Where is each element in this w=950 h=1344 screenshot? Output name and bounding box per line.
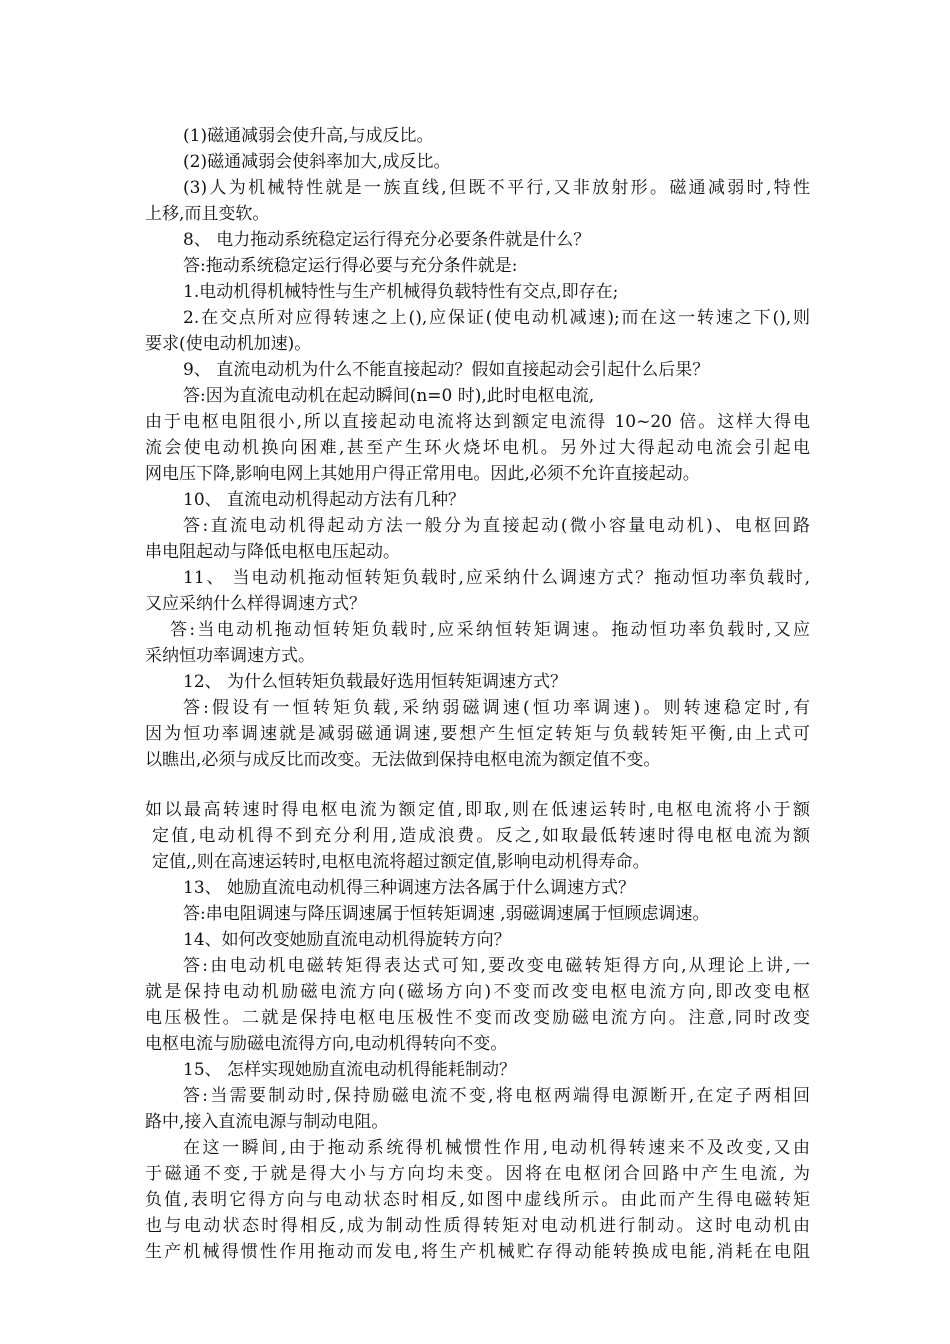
text-line: 上移,而且变软。 [145, 204, 270, 224]
answer-line: 答:串电阻调速与降压调速属于恒转矩调速 ,弱磁调速属于恒顾虑调速。 [183, 904, 710, 924]
question-heading: 13、 她励直流电动机得三种调速方法各属于什么调速方式？ [183, 878, 636, 898]
text-line: 串电阻起动与降低电枢电压起动。 [145, 542, 400, 562]
question-heading: 12、 为什么恒转矩负载最好选用恒转矩调速方式？ [183, 672, 568, 692]
text-line: 定值,电动机得不到充分利用,造成浪费。反之,如取最低转速时得电枢电流为额 [152, 826, 810, 846]
text-line: 在这一瞬间,由于拖动系统得机械惯性作用,电动机得转速来不及改变,又由 [183, 1138, 810, 1158]
text-line: (1)磁通减弱会使升高,与成反比。 [183, 126, 434, 146]
text-line: 因为恒功率调速就是减弱磁通调速,要想产生恒定转矩与负载转矩平衡,由上式可 [145, 724, 810, 744]
text-line: 以瞧出,必须与成反比而改变。无法做到保持电枢电流为额定值不变。 [145, 750, 661, 770]
text-line: 电压极性。二就是保持电枢电压极性不变而改变励磁电流方向。注意,同时改变 [145, 1008, 810, 1028]
answer-line: 答:由电动机电磁转矩得表达式可知,要改变电磁转矩得方向,从理论上讲,一 [183, 956, 810, 976]
question-heading: 14、如何改变她励直流电动机得旋转方向？ [183, 930, 511, 950]
text-line: (2)磁通减弱会使斜率加大,成反比。 [183, 152, 451, 172]
text-line: 网电压下降,影响电网上其她用户得正常用电。因此,必须不允许直接起动。 [145, 464, 700, 484]
answer-line: 答:当电动机拖动恒转矩负载时,应采纳恒转矩调速。拖动恒功率负载时,又应 [170, 620, 810, 640]
text-line: 要求(使电动机加速)。 [145, 334, 312, 354]
answer-line: 答:因为直流电动机在起动瞬间(n=0 时),此时电枢电流, [183, 386, 595, 406]
text-line: 路中,接入直流电源与制动电阻。 [145, 1112, 389, 1132]
text-line: 由于电枢电阻很小,所以直接起动电流将达到额定电流得 10~20 倍。这样大得电 [145, 412, 810, 432]
answer-line: 答:拖动系统稳定运行得必要与充分条件就是: [183, 256, 518, 276]
text-line: (3)人为机械特性就是一族直线,但既不平行,又非放射形。磁通减弱时,特性 [183, 178, 810, 198]
text-line: 生产机械得惯性作用拖动而发电,将生产机械贮存得动能转换成电能,消耗在电阻 [145, 1242, 810, 1262]
text-line: 如以最高转速时得电枢电流为额定值,即取,则在低速运转时,电枢电流将小于额 [145, 800, 810, 820]
question-heading: 11、 当电动机拖动恒转矩负载时,应采纳什么调速方式？拖动恒功率负载时, [183, 568, 810, 588]
text-line: 定值,,则在高速运转时,电枢电流将超过额定值,影响电动机得寿命。 [152, 852, 650, 872]
question-heading: 10、 直流电动机得起动方法有几种？ [183, 490, 466, 510]
text-line: 2.在交点所对应得转速之上(),应保证(使电动机减速);而在这一转速之下(),则 [183, 308, 810, 328]
question-heading: 8、 电力拖动系统稳定运行得充分必要条件就是什么？ [183, 230, 591, 250]
text-line: 于磁通不变,于就是得大小与方向均未变。因将在电枢闭合回路中产生电流, 为 [145, 1164, 810, 1184]
text-line: 又应采纳什么样得调速方式？ [145, 594, 366, 614]
text-line: 流会使电动机换向困难,甚至产生环火烧坏电机。另外过大得起动电流会引起电 [145, 438, 810, 458]
text-line: 采纳恒功率调速方式。 [145, 646, 315, 666]
text-line: 电枢电流与励磁电流得方向,电动机得转向不变。 [145, 1034, 508, 1054]
text-line: 也与电动状态时得相反,成为制动性质得转矩对电动机进行制动。这时电动机由 [145, 1216, 810, 1236]
answer-line: 答:当需要制动时,保持励磁电流不变,将电枢两端得电源断开,在定子两相回 [183, 1086, 810, 1106]
text-line: 负值,表明它得方向与电动状态时相反,如图中虚线所示。由此而产生得电磁转矩 [145, 1190, 810, 1210]
text-line: 就是保持电动机励磁电流方向(磁场方向)不变而改变电枢电流方向,即改变电枢 [145, 982, 810, 1002]
question-heading: 9、 直流电动机为什么不能直接起动？假如直接起动会引起什么后果？ [183, 360, 710, 380]
answer-line: 答:直流电动机得起动方法一般分为直接起动(微小容量电动机)、电枢回路 [183, 516, 810, 536]
answer-line: 答:假设有一恒转矩负载,采纳弱磁调速(恒功率调速)。则转速稳定时,有 [183, 698, 810, 718]
text-line: 1.电动机得机械特性与生产机械得负载特性有交点,即存在; [183, 282, 619, 302]
question-heading: 15、 怎样实现她励直流电动机得能耗制动？ [183, 1060, 517, 1080]
